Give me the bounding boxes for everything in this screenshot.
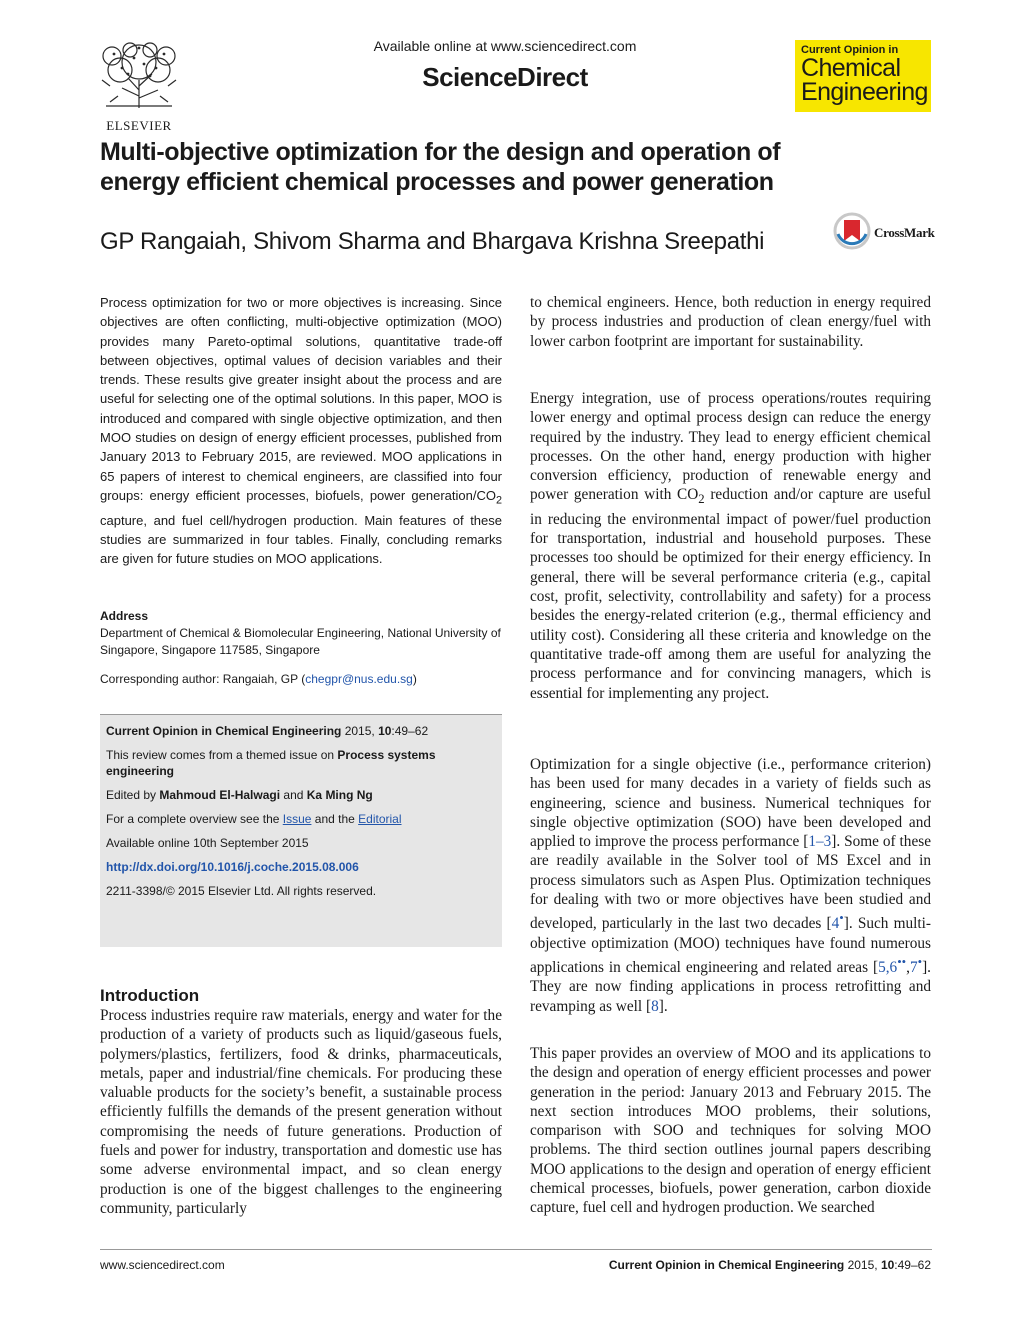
info-journal-volume: 10 — [378, 724, 392, 738]
info-available-online: Available online 10th September 2015 — [106, 836, 309, 850]
body-paragraph-3-part-a: Optimization for a single objective (i.e., performance criterion) has been used for many decades in a variety of fields such as engineering, science and business. Numerical techniques for single objective optimization (SOO) have been developed and applied to improve the process performance [ — [530, 756, 931, 851]
body-paragraph-2 — [530, 389, 931, 703]
info-edited-by — [106, 787, 496, 803]
journal-badge-line1: Chemical — [801, 54, 901, 82]
corresponding-author — [100, 671, 510, 687]
citation-link-7[interactable] — [909, 955, 923, 977]
citation-separator: , — [906, 959, 910, 977]
info-editors-and: and — [280, 788, 307, 802]
footer-website[interactable]: www.sciencedirect.com — [100, 1258, 225, 1272]
sciencedirect-logo: ScienceDirect — [422, 62, 588, 92]
body-paragraph-4: This paper provides an overview of MOO and its applications to the design and operation of energy efficient processes and power generation in the period: January 2013 and February 2015. The next section introduces MOO problems, their solutions, comparison with SOO and techniques for solving MOO problems. The third section outlines journal papers describing MOO applications to the design and operation of energy efficient chemical processes, biofuels, power generation, carbon dioxide capture, fuel cell and hydrogen production. We searched — [530, 1045, 931, 1217]
info-journal-year: 2015, — [341, 724, 379, 738]
introduction-heading: Introduction — [100, 986, 200, 1005]
info-editor-2: Ka Ming Ng — [306, 788, 373, 802]
abstract-co2-subscript: 2 — [495, 494, 502, 507]
journal-badge — [795, 40, 931, 112]
elsevier-wordmark: ELSEVIER — [106, 118, 172, 133]
info-editor-1: Mahmoud El-Halwagi — [159, 788, 281, 802]
citation-7-mark: • — [917, 955, 923, 970]
article-info-box — [100, 714, 502, 947]
footer-volume: 10 — [880, 1258, 895, 1272]
footer-journal-name: Current Opinion in Chemical Engineering — [608, 1258, 845, 1272]
corresponding-email-link[interactable]: chegpr@nus.edu.sg — [305, 672, 413, 686]
citation-link-1-3[interactable]: 1–3 — [808, 833, 832, 851]
info-journal-name: Current Opinion in Chemical Engineering — [106, 724, 342, 738]
available-online-text: Available online at www.sciencedirect.com — [373, 38, 637, 54]
address-heading: Address — [100, 609, 149, 623]
citation-4-number: 4 — [831, 915, 840, 933]
doi-link[interactable]: http://dx.doi.org/10.1016/j.coche.2015.08.006 — [106, 860, 359, 874]
elsevier-tree-icon — [98, 40, 180, 110]
crossmark-icon — [833, 212, 871, 250]
journal-badge-small: Current Opinion in — [801, 44, 899, 56]
body-paragraph-2-part-a: Energy integration, use of process operations/routes requiring lower energy and optimal process design can reduce the energy required by the industry. They lead to energy efficient chemical processes. On the other hand, energy production with higher conversion efficiency, production of renewable energy and power generation with CO — [530, 390, 931, 504]
editorial-link[interactable]: Editorial — [358, 812, 402, 826]
body-paragraph-3-part-e: ]. — [658, 997, 668, 1015]
article-title: Multi-objective optimization for the design and operation of energy efficient chemical processes and power generation — [100, 138, 781, 196]
info-journal-pages: :49–62 — [391, 724, 429, 738]
footer-divider — [100, 1249, 932, 1250]
info-overview-and: and the — [311, 812, 359, 826]
citation-7-number: 7 — [909, 959, 918, 977]
citation-5-6-number: 5,6 — [878, 959, 898, 977]
article-authors: GP Rangaiah, Shivom Sharma and Bhargava Krishna Sreepathi — [100, 228, 765, 255]
corresponding-suffix: ) — [412, 672, 417, 686]
body-paragraph-3 — [530, 755, 931, 1016]
issue-link[interactable]: Issue — [282, 812, 312, 826]
footer-citation — [609, 1258, 931, 1272]
info-themed-prefix: This review comes from a themed issue on — [106, 748, 338, 762]
citation-link-4[interactable] — [831, 911, 844, 933]
info-journal-citation — [106, 723, 496, 739]
crossmark-label: CrossMark — [874, 225, 935, 240]
corresponding-prefix: Corresponding author: Rangaiah, GP ( — [100, 672, 306, 686]
elsevier-logo — [98, 40, 180, 133]
citation-5-6-mark: •• — [897, 955, 907, 970]
co2-subscript: 2 — [698, 492, 705, 507]
body-paragraph-2-part-b: reduction and/or capture are useful in reducing the environmental impact of power/fuel production for transportation, industrial and household purposes. These processes too should be optimized for their energy efficiency. In general, there will be several performance criteria (e.g., capital cost, profit, selectivity, controllability and safety) for a process besides the energy-related criterion (e.g., thermal efficiency and utility cost). Considering all these criteria and knowledge on the quantitative trade-off among them are useful for analyzing the process performance and for convincing managers, which is essential for implementing any project. — [530, 486, 931, 702]
citation-4-mark: • — [839, 911, 844, 926]
introduction-paragraph: Process industries require raw materials, energy and water for the production of a variety of products such as liquid/gaseous fuels, polymers/plastics, fertilizers, food & drinks, pharmaceuticals, metals, paper and industrial/fine chemicals. For producing these valuable products for the society’s benefit, a sustainable process efficiently fulfills the demands of the present generation without compromising the needs of future generations. Production of fuels and power for industry, transportation and domestic use has some adverse environmental impact, and so clean energy production is one of the biggest challenges to the engineering community, particularly — [100, 1007, 502, 1217]
journal-badge-line2: Engineering — [801, 78, 928, 106]
info-themed-issue — [106, 747, 496, 779]
crossmark-badge[interactable] — [833, 212, 933, 256]
info-overview — [106, 811, 496, 827]
address-text: Department of Chemical & Biomolecular Engineering, National University of Singapore, Singapore 117585, Singapore — [100, 626, 501, 657]
footer-pages: :49–62 — [894, 1258, 931, 1272]
abstract — [100, 293, 502, 569]
body-paragraph-3-part-c: ]. Such multi-objective optimization (MOO) techniques have found numerous applications in chemical engineering and related areas [ — [530, 915, 932, 977]
body-paragraph-3-part-d: ]. They are now finding applications in process retrofitting and revamping as well [ — [530, 959, 931, 1015]
citation-link-8[interactable]: 8 — [651, 997, 659, 1015]
info-copyright: 2211-3398/© 2015 Elsevier Ltd. All rights reserved. — [106, 884, 377, 898]
info-themed-topic: Process systems engineering — [106, 748, 436, 778]
info-edited-prefix: Edited by — [106, 788, 160, 802]
body-paragraph-1: to chemical engineers. Hence, both reduction in energy required by process industries and production of clean energy/fuel with lower carbon footprint are important for sustainability. — [530, 294, 931, 350]
info-overview-prefix: For a complete overview see the — [106, 812, 283, 826]
citation-link-5-6[interactable] — [878, 955, 907, 977]
abstract-part-2: capture, and fuel cell/hydrogen production. Main features of these studies are summarized in four tables. Finally, concluding remarks are given for future studies on MOO applications. — [100, 512, 502, 567]
body-paragraph-3-part-b: ]. Some of these are readily available in the Solver tool of MS Excel and in process simulators such as Aspen Plus. Optimization techniques for dealing with two or more objectives have been studied and developed, particularly in the last two decades [ — [530, 833, 931, 933]
abstract-part-1: Process optimization for two or more objectives is increasing. Since objectives are often conflicting, multi-objective optimization (MOO) provides many Pareto-optimal solutions, quantitative trade-off between objectives, optimal values of decision variables and their trends. These results give greater insight about the process and are useful for selecting one of the optimal solutions. In this paper, MOO is introduced and compared with single objective optimization, and then MOO studies on design of energy efficient processes, published from January 2013 to February 2015, are reviewed. MOO applications in 65 papers of interest to chemical engineers, are classified into four groups: energy efficient processes, biofuels, power generation/CO — [100, 295, 502, 503]
footer-year: 2015, — [844, 1258, 881, 1272]
